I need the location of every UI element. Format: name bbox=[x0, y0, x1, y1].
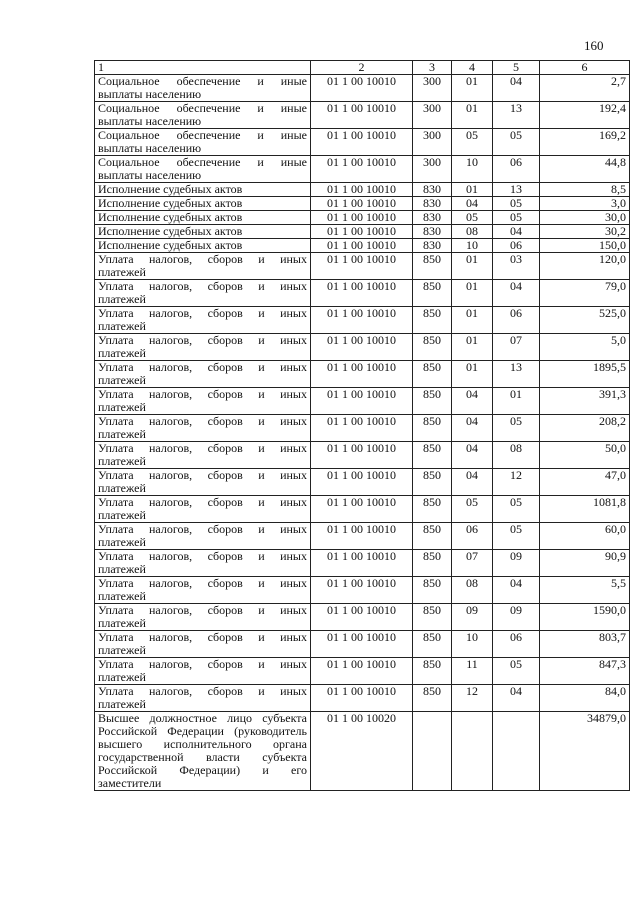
row-name: Уплата налогов, сборов и иных платежей bbox=[95, 631, 311, 658]
row-pr: 13 bbox=[493, 102, 540, 129]
table-row bbox=[95, 183, 630, 197]
row-vr: 850 bbox=[413, 442, 452, 469]
budget-table bbox=[94, 60, 630, 791]
row-code: 01 1 00 10010 bbox=[311, 469, 413, 496]
row-vr: 850 bbox=[413, 469, 452, 496]
row-code: 01 1 00 10010 bbox=[311, 415, 413, 442]
row-pr: 04 bbox=[493, 685, 540, 712]
row-sum: 120,0 bbox=[540, 253, 630, 280]
row-vr: 300 bbox=[413, 75, 452, 102]
row-vr: 830 bbox=[413, 239, 452, 253]
row-sum: 192,4 bbox=[540, 102, 630, 129]
table-row bbox=[95, 239, 630, 253]
header-col-1: 1 bbox=[95, 61, 311, 75]
table-row bbox=[95, 334, 630, 361]
row-sum: 30,0 bbox=[540, 211, 630, 225]
table-row bbox=[95, 102, 630, 129]
row-rz: 01 bbox=[452, 280, 493, 307]
row-rz: 04 bbox=[452, 442, 493, 469]
row-pr: 05 bbox=[493, 496, 540, 523]
row-rz: 10 bbox=[452, 239, 493, 253]
row-rz: 01 bbox=[452, 102, 493, 129]
row-pr: 06 bbox=[493, 631, 540, 658]
table-row bbox=[95, 631, 630, 658]
row-pr: 13 bbox=[493, 361, 540, 388]
table-row bbox=[95, 523, 630, 550]
row-rz: 04 bbox=[452, 415, 493, 442]
row-vr bbox=[413, 712, 452, 791]
row-vr: 300 bbox=[413, 129, 452, 156]
row-name: Уплата налогов, сборов и иных платежей bbox=[95, 685, 311, 712]
row-code: 01 1 00 10010 bbox=[311, 280, 413, 307]
row-name: Социальное обеспечение и иные выплаты населению bbox=[95, 129, 311, 156]
row-name: Уплата налогов, сборов и иных платежей bbox=[95, 523, 311, 550]
row-code: 01 1 00 10010 bbox=[311, 577, 413, 604]
row-vr: 850 bbox=[413, 415, 452, 442]
row-code: 01 1 00 10010 bbox=[311, 102, 413, 129]
row-pr: 09 bbox=[493, 604, 540, 631]
header-col-4: 4 bbox=[452, 61, 493, 75]
row-pr: 07 bbox=[493, 334, 540, 361]
row-vr: 830 bbox=[413, 197, 452, 211]
row-sum: 525,0 bbox=[540, 307, 630, 334]
row-name: Высшее должностное лицо субъекта Российской Федерации (руководитель высшего исполнительного органа государственной власти субъекта Российской Федерации) и его заместители bbox=[95, 712, 311, 791]
table-row bbox=[95, 496, 630, 523]
row-rz: 01 bbox=[452, 183, 493, 197]
row-pr: 04 bbox=[493, 225, 540, 239]
row-vr: 850 bbox=[413, 496, 452, 523]
table-row bbox=[95, 712, 630, 791]
row-sum: 34879,0 bbox=[540, 712, 630, 791]
row-name: Социальное обеспечение и иные выплаты населению bbox=[95, 75, 311, 102]
row-name: Уплата налогов, сборов и иных платежей bbox=[95, 307, 311, 334]
table-row bbox=[95, 211, 630, 225]
table-row bbox=[95, 197, 630, 211]
row-sum: 847,3 bbox=[540, 658, 630, 685]
table-row bbox=[95, 280, 630, 307]
row-sum: 2,7 bbox=[540, 75, 630, 102]
row-pr: 05 bbox=[493, 197, 540, 211]
table-row bbox=[95, 469, 630, 496]
row-code: 01 1 00 10010 bbox=[311, 211, 413, 225]
row-vr: 830 bbox=[413, 211, 452, 225]
row-vr: 850 bbox=[413, 550, 452, 577]
row-pr: 05 bbox=[493, 658, 540, 685]
row-rz: 09 bbox=[452, 604, 493, 631]
row-vr: 850 bbox=[413, 388, 452, 415]
row-vr: 850 bbox=[413, 307, 452, 334]
row-sum: 208,2 bbox=[540, 415, 630, 442]
row-vr: 850 bbox=[413, 523, 452, 550]
row-name: Исполнение судебных актов bbox=[95, 225, 311, 239]
row-sum: 50,0 bbox=[540, 442, 630, 469]
page-number: 160 bbox=[584, 38, 604, 53]
row-pr: 08 bbox=[493, 442, 540, 469]
row-vr: 850 bbox=[413, 631, 452, 658]
table-body bbox=[95, 61, 630, 791]
row-vr: 850 bbox=[413, 334, 452, 361]
row-code: 01 1 00 10010 bbox=[311, 361, 413, 388]
table-header-row bbox=[95, 61, 630, 75]
row-name: Исполнение судебных актов bbox=[95, 211, 311, 225]
table-row bbox=[95, 361, 630, 388]
row-sum: 60,0 bbox=[540, 523, 630, 550]
row-name: Уплата налогов, сборов и иных платежей bbox=[95, 469, 311, 496]
row-rz: 01 bbox=[452, 334, 493, 361]
row-rz: 10 bbox=[452, 156, 493, 183]
row-name: Уплата налогов, сборов и иных платежей bbox=[95, 442, 311, 469]
row-code: 01 1 00 10010 bbox=[311, 604, 413, 631]
row-rz: 08 bbox=[452, 225, 493, 239]
row-pr: 05 bbox=[493, 129, 540, 156]
row-rz: 04 bbox=[452, 197, 493, 211]
row-name: Уплата налогов, сборов и иных платежей bbox=[95, 415, 311, 442]
row-pr: 06 bbox=[493, 156, 540, 183]
row-sum: 90,9 bbox=[540, 550, 630, 577]
row-code: 01 1 00 10010 bbox=[311, 197, 413, 211]
row-code: 01 1 00 10010 bbox=[311, 129, 413, 156]
row-rz: 05 bbox=[452, 496, 493, 523]
row-name: Уплата налогов, сборов и иных платежей bbox=[95, 280, 311, 307]
row-code: 01 1 00 10010 bbox=[311, 442, 413, 469]
row-code: 01 1 00 10010 bbox=[311, 550, 413, 577]
row-sum: 8,5 bbox=[540, 183, 630, 197]
row-name: Уплата налогов, сборов и иных платежей bbox=[95, 496, 311, 523]
row-code: 01 1 00 10010 bbox=[311, 496, 413, 523]
row-pr: 06 bbox=[493, 307, 540, 334]
row-pr: 05 bbox=[493, 211, 540, 225]
row-code: 01 1 00 10010 bbox=[311, 75, 413, 102]
row-name: Исполнение судебных актов bbox=[95, 183, 311, 197]
row-pr: 04 bbox=[493, 75, 540, 102]
row-pr: 05 bbox=[493, 523, 540, 550]
row-rz: 11 bbox=[452, 658, 493, 685]
row-sum: 79,0 bbox=[540, 280, 630, 307]
row-pr: 01 bbox=[493, 388, 540, 415]
row-name: Уплата налогов, сборов и иных платежей bbox=[95, 361, 311, 388]
row-vr: 850 bbox=[413, 604, 452, 631]
row-vr: 850 bbox=[413, 577, 452, 604]
row-name: Уплата налогов, сборов и иных платежей bbox=[95, 604, 311, 631]
table-row bbox=[95, 658, 630, 685]
row-code: 01 1 00 10010 bbox=[311, 183, 413, 197]
row-name: Уплата налогов, сборов и иных платежей bbox=[95, 577, 311, 604]
row-pr: 03 bbox=[493, 253, 540, 280]
row-rz bbox=[452, 712, 493, 791]
row-vr: 300 bbox=[413, 102, 452, 129]
row-code: 01 1 00 10010 bbox=[311, 156, 413, 183]
row-sum: 84,0 bbox=[540, 685, 630, 712]
row-rz: 04 bbox=[452, 469, 493, 496]
row-pr: 04 bbox=[493, 577, 540, 604]
row-pr: 05 bbox=[493, 415, 540, 442]
header-col-2: 2 bbox=[311, 61, 413, 75]
row-name: Уплата налогов, сборов и иных платежей bbox=[95, 253, 311, 280]
header-col-3: 3 bbox=[413, 61, 452, 75]
header-col-5: 5 bbox=[493, 61, 540, 75]
row-rz: 04 bbox=[452, 388, 493, 415]
row-sum: 1590,0 bbox=[540, 604, 630, 631]
row-sum: 1895,5 bbox=[540, 361, 630, 388]
row-sum: 803,7 bbox=[540, 631, 630, 658]
row-vr: 830 bbox=[413, 183, 452, 197]
row-name: Уплата налогов, сборов и иных платежей bbox=[95, 388, 311, 415]
row-code: 01 1 00 10010 bbox=[311, 631, 413, 658]
table-row bbox=[95, 604, 630, 631]
row-sum: 169,2 bbox=[540, 129, 630, 156]
table-row bbox=[95, 685, 630, 712]
row-vr: 300 bbox=[413, 156, 452, 183]
row-rz: 06 bbox=[452, 523, 493, 550]
row-sum: 1081,8 bbox=[540, 496, 630, 523]
row-code: 01 1 00 10010 bbox=[311, 685, 413, 712]
row-name: Исполнение судебных актов bbox=[95, 239, 311, 253]
row-sum: 5,0 bbox=[540, 334, 630, 361]
row-sum: 44,8 bbox=[540, 156, 630, 183]
row-pr: 12 bbox=[493, 469, 540, 496]
row-vr: 850 bbox=[413, 658, 452, 685]
table-row bbox=[95, 307, 630, 334]
row-pr bbox=[493, 712, 540, 791]
table-row bbox=[95, 550, 630, 577]
row-pr: 13 bbox=[493, 183, 540, 197]
row-name: Уплата налогов, сборов и иных платежей bbox=[95, 550, 311, 577]
table-row bbox=[95, 253, 630, 280]
table-row bbox=[95, 129, 630, 156]
row-name: Исполнение судебных актов bbox=[95, 197, 311, 211]
row-name: Уплата налогов, сборов и иных платежей bbox=[95, 658, 311, 685]
row-sum: 5,5 bbox=[540, 577, 630, 604]
table-row bbox=[95, 442, 630, 469]
row-name: Уплата налогов, сборов и иных платежей bbox=[95, 334, 311, 361]
row-sum: 3,0 bbox=[540, 197, 630, 211]
table-row bbox=[95, 225, 630, 239]
row-rz: 01 bbox=[452, 253, 493, 280]
header-col-6: 6 bbox=[540, 61, 630, 75]
row-sum: 47,0 bbox=[540, 469, 630, 496]
row-rz: 07 bbox=[452, 550, 493, 577]
row-code: 01 1 00 10020 bbox=[311, 712, 413, 791]
row-code: 01 1 00 10010 bbox=[311, 388, 413, 415]
table-row bbox=[95, 577, 630, 604]
row-rz: 08 bbox=[452, 577, 493, 604]
row-rz: 01 bbox=[452, 361, 493, 388]
row-pr: 09 bbox=[493, 550, 540, 577]
row-code: 01 1 00 10010 bbox=[311, 334, 413, 361]
row-vr: 850 bbox=[413, 280, 452, 307]
table-row bbox=[95, 388, 630, 415]
row-sum: 30,2 bbox=[540, 225, 630, 239]
row-rz: 05 bbox=[452, 129, 493, 156]
row-rz: 01 bbox=[452, 307, 493, 334]
table-row bbox=[95, 156, 630, 183]
row-sum: 391,3 bbox=[540, 388, 630, 415]
row-vr: 850 bbox=[413, 361, 452, 388]
row-code: 01 1 00 10010 bbox=[311, 253, 413, 280]
row-rz: 10 bbox=[452, 631, 493, 658]
row-pr: 06 bbox=[493, 239, 540, 253]
table-row bbox=[95, 415, 630, 442]
row-name: Социальное обеспечение и иные выплаты населению bbox=[95, 156, 311, 183]
row-pr: 04 bbox=[493, 280, 540, 307]
row-vr: 850 bbox=[413, 253, 452, 280]
row-code: 01 1 00 10010 bbox=[311, 523, 413, 550]
row-sum: 150,0 bbox=[540, 239, 630, 253]
row-vr: 850 bbox=[413, 685, 452, 712]
table-row bbox=[95, 75, 630, 102]
row-rz: 12 bbox=[452, 685, 493, 712]
row-code: 01 1 00 10010 bbox=[311, 225, 413, 239]
row-name: Социальное обеспечение и иные выплаты населению bbox=[95, 102, 311, 129]
row-rz: 01 bbox=[452, 75, 493, 102]
row-code: 01 1 00 10010 bbox=[311, 307, 413, 334]
row-rz: 05 bbox=[452, 211, 493, 225]
row-vr: 830 bbox=[413, 225, 452, 239]
row-code: 01 1 00 10010 bbox=[311, 239, 413, 253]
row-code: 01 1 00 10010 bbox=[311, 658, 413, 685]
